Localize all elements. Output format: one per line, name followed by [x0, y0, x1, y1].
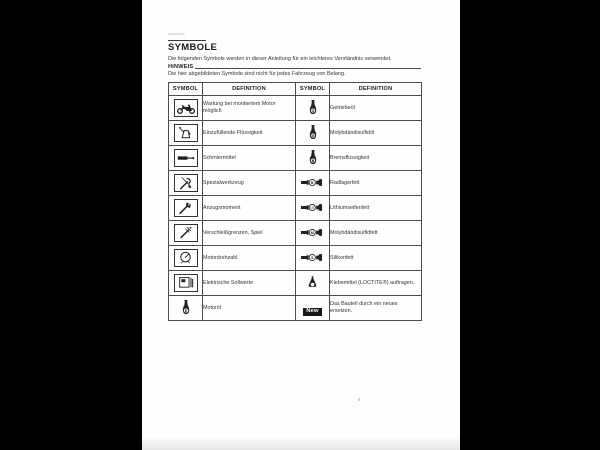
symbol-holder [301, 228, 324, 237]
intro-text: Die folgenden Symbole werden in dieser Anleitung für ein leichteres Verständnis verwendet. [168, 56, 392, 62]
symbol-holder [181, 300, 191, 316]
grease-applicator-icon [301, 178, 324, 187]
table-row [169, 96, 422, 121]
caliper-icon [178, 225, 193, 240]
symbol-cell [296, 171, 330, 196]
definition-text: Silikonfett [330, 246, 422, 271]
svg-text:M: M [310, 231, 314, 236]
note-rule [195, 68, 421, 69]
svg-text:LS: LS [310, 206, 314, 210]
grease-applicator-icon [301, 203, 324, 212]
new-badge: New [303, 308, 323, 317]
symbol-cell [169, 221, 203, 246]
definition-text: Klebemittel (LOCTITE®) auftragen. [330, 271, 422, 296]
grease-applicator-icon [301, 253, 324, 262]
table-header-row [169, 83, 422, 96]
symbol-frame [174, 149, 198, 167]
symbol-cell [169, 96, 203, 121]
column-header: DEFINITION [330, 83, 422, 96]
svg-text:S: S [311, 256, 314, 261]
symbol-cell [296, 296, 330, 321]
symbol-frame [174, 124, 198, 142]
symbol-cell [296, 121, 330, 146]
symbol-holder [308, 100, 318, 116]
symbol-cell [296, 196, 330, 221]
symbol-frame [174, 224, 198, 242]
multimeter-icon [178, 276, 194, 289]
symbol-frame [174, 274, 198, 292]
definition-text: Molybdändisulfidöl [330, 121, 422, 146]
page-bleed-through [172, 396, 412, 410]
definition-text: Das Bauteil durch ein neues ersetzen. [330, 296, 422, 321]
definition-text: Radlagerfett [330, 171, 422, 196]
definition-text: Wartung bei montiertem Motor möglich [203, 96, 296, 121]
definition-text: Motoröl [203, 296, 296, 321]
symbol-holder [308, 150, 318, 166]
definition-text: Verschleißgrenzen, Spiel [203, 221, 296, 246]
page-bleed-mark [358, 398, 360, 401]
definition-text: Elektrische Sollwerte [203, 271, 296, 296]
symbol-frame [174, 249, 198, 267]
oil-bottle-icon [308, 150, 318, 166]
symbols-table [168, 82, 422, 321]
symbol-cell [296, 246, 330, 271]
symbol-holder [301, 203, 324, 212]
table-row [169, 246, 422, 271]
glue-bottle-icon [307, 276, 318, 289]
definition-text: Molybdändisulfidfett [330, 221, 422, 246]
symbol-cell [296, 221, 330, 246]
symbol-cell [169, 171, 203, 196]
definition-text: Schmiermittel [203, 146, 296, 171]
symbol-cell [169, 271, 203, 296]
symbol-cell [169, 146, 203, 171]
column-header: DEFINITION [203, 83, 296, 96]
note-label: HINWEIS [168, 64, 194, 70]
definition-text: Spezialwerkzeug [203, 171, 296, 196]
oil-bottle-icon [308, 100, 318, 116]
tachometer-icon [178, 251, 193, 264]
section-code: GAS20070 [168, 33, 185, 36]
grease-applicator-icon [301, 228, 324, 237]
table-row [169, 221, 422, 246]
symbol-holder [301, 253, 324, 262]
oil-bottle-icon [181, 300, 191, 316]
symbol-frame [174, 99, 198, 117]
pouring-oil-can-icon [178, 126, 193, 140]
page-title: SYMBOLE [168, 42, 218, 53]
symbol-frame [174, 174, 198, 192]
symbol-holder [307, 276, 318, 289]
definition-text: Anzugsmoment [203, 196, 296, 221]
special-tools-icon [178, 175, 193, 190]
symbol-frame [174, 199, 198, 217]
symbol-cell [169, 196, 203, 221]
manual-page [142, 0, 460, 450]
table-row [169, 196, 422, 221]
table-row [169, 146, 422, 171]
table-row [169, 171, 422, 196]
symbol-cell [169, 246, 203, 271]
table-row [169, 271, 422, 296]
motorcycle-icon [176, 102, 196, 114]
symbol-cell [169, 296, 203, 321]
note-text: Die hier abgebildeten Symbole sind nicht für jedes Fahrzeug von Belang. [168, 71, 346, 77]
symbol-cell [169, 121, 203, 146]
table-row [169, 296, 422, 321]
definition-text: Bremsflüssigkeit [330, 146, 422, 171]
title-rule [168, 40, 206, 41]
grease-gun-icon [177, 154, 195, 162]
symbol-cell [296, 96, 330, 121]
note-heading [168, 64, 421, 70]
symbol-cell [296, 146, 330, 171]
column-header: SYMBOL [169, 83, 203, 96]
definition-text: Motordrehzahl [203, 246, 296, 271]
symbol-cell [296, 271, 330, 296]
table-row [169, 121, 422, 146]
svg-text:M: M [311, 133, 314, 138]
symbol-holder [301, 178, 324, 187]
svg-text:G: G [311, 108, 314, 113]
definition-text: Lithiumseifenfett [330, 196, 422, 221]
torque-wrench-icon [178, 200, 193, 215]
svg-text:B: B [311, 158, 314, 163]
definition-text: Getriebeöl [330, 96, 422, 121]
oil-bottle-icon [308, 125, 318, 141]
symbol-holder [308, 125, 318, 141]
svg-text:B: B [311, 181, 314, 186]
svg-text:E: E [184, 308, 187, 313]
definition-text: Einzufüllende Flüssigkeit [203, 121, 296, 146]
column-header: SYMBOL [296, 83, 330, 96]
